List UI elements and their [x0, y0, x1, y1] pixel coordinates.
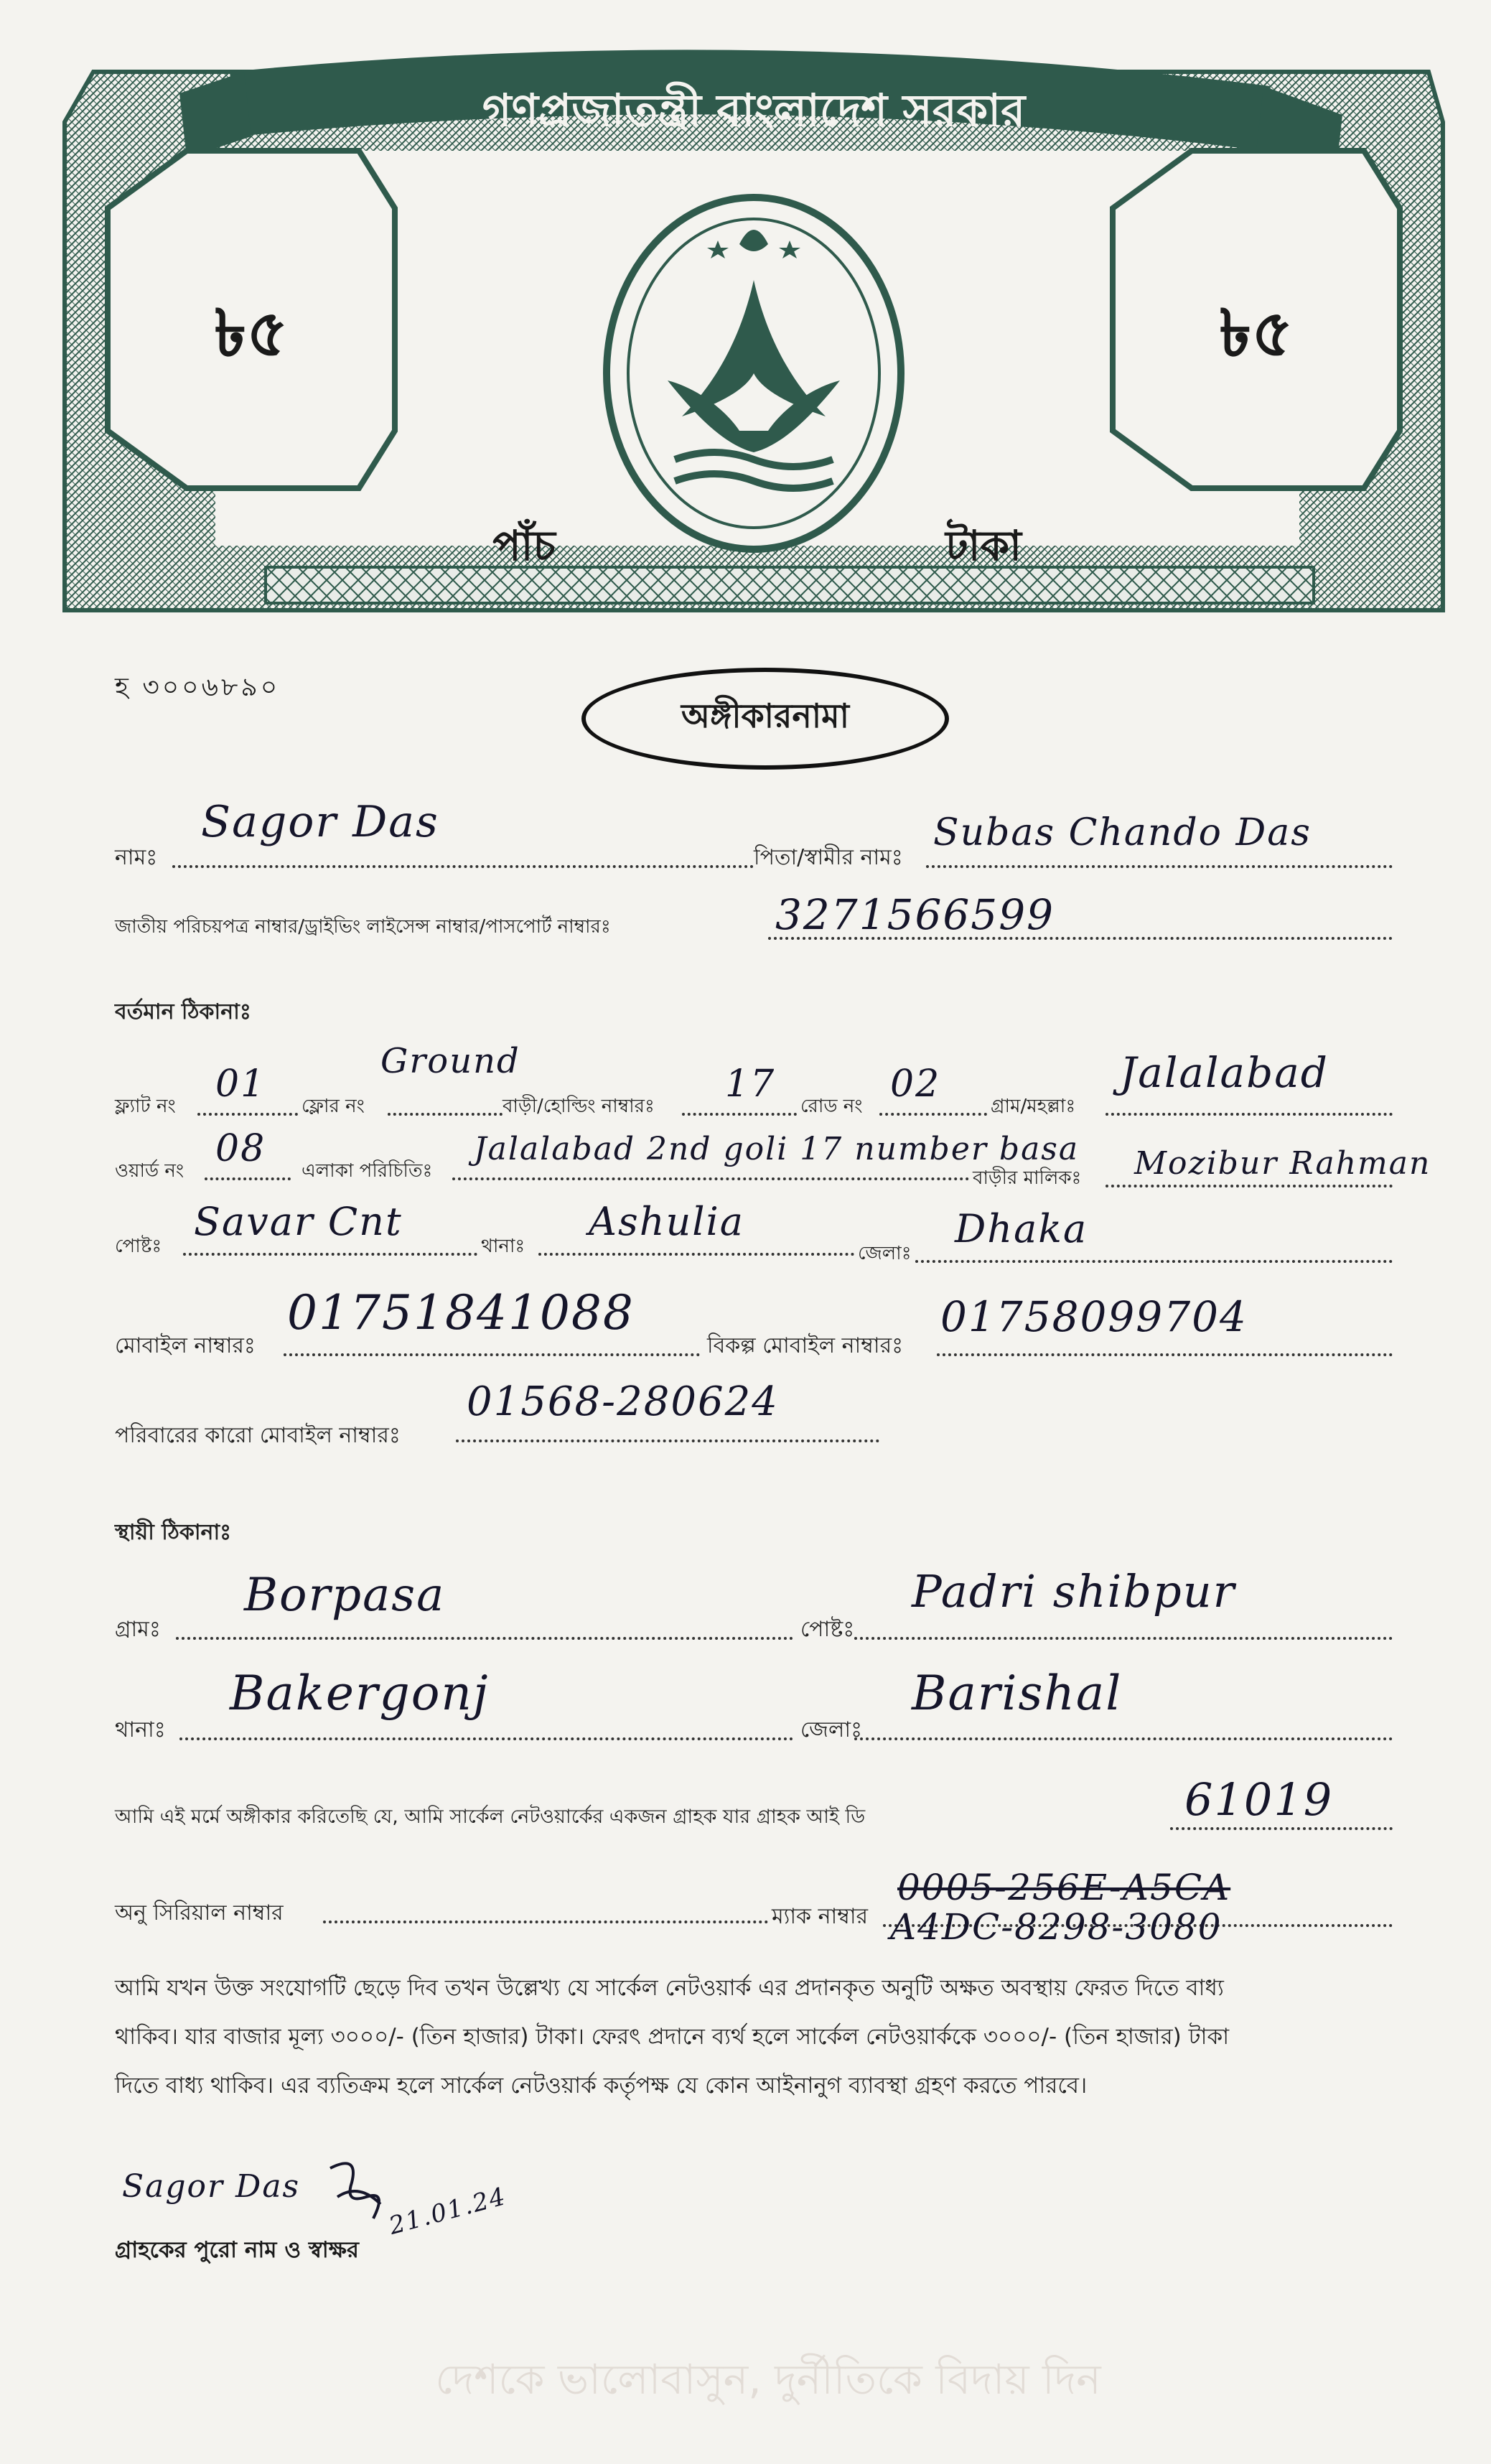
present-address-label: বর্তমান ঠিকানাঃ — [115, 999, 251, 1025]
road-value: 02 — [890, 1063, 941, 1106]
name-label: নামঃ — [115, 845, 158, 870]
perm-village-line — [176, 1637, 793, 1640]
flat-line — [197, 1113, 298, 1116]
ward-label: ওয়ার্ড নং — [115, 1160, 184, 1182]
area-line — [452, 1177, 969, 1180]
terms-line-1: আমি যখন উক্ত সংযোগটি ছেড়ে দিব তখন উল্লেখ্য যে সার্কেল নেটওয়ার্ক এর প্রদানকৃত অনুটি অক্ষত অবস্থায় ফেরত দিতে বাধ্য — [115, 1975, 1224, 2001]
area-value: Jalalabad 2nd goli 17 number basa — [474, 1131, 1080, 1167]
road-line — [879, 1113, 987, 1116]
flat-value: 01 — [215, 1063, 266, 1106]
owner-value: Mozibur Rahman — [1134, 1145, 1431, 1182]
post-label: পোষ্টঃ — [115, 1236, 162, 1257]
post-line — [183, 1253, 477, 1256]
perm-village-label: গ্রামঃ — [115, 1617, 161, 1642]
perm-post-label: পোষ্টঃ — [800, 1617, 855, 1642]
family-mobile-value: 01568-280624 — [467, 1378, 779, 1425]
flat-label: ফ্ল্যাট নং — [115, 1096, 176, 1117]
father-line — [926, 865, 1393, 868]
district-line — [915, 1260, 1393, 1263]
floor-value: Ground — [380, 1041, 520, 1081]
perm-post-line — [854, 1637, 1393, 1640]
house-line — [682, 1113, 797, 1116]
ward-value: 08 — [215, 1127, 266, 1170]
family-mobile-label: পরিবারের কারো মোবাইল নাম্বারঃ — [115, 1423, 401, 1448]
perm-thana-value: Bakergonj — [230, 1666, 490, 1721]
thana-line — [538, 1253, 854, 1256]
customer-id-value: 61019 — [1184, 1773, 1334, 1826]
signature-name: Sagor Das — [122, 2168, 301, 2205]
serial-number: হ ৩০০৬৮৯০ — [115, 673, 281, 702]
terms-line-2: থাকিব। যার বাজার মূল্য ৩০০০/- (তিন হাজার) টাকা। ফেরৎ প্রদানে ব্যর্থ হলে সার্কেল নেটওয়ার্ককে ৩০০০/- (তিন হাজার) টাকা — [115, 2024, 1230, 2050]
permanent-address-label: স্থায়ী ঠিকানাঃ — [115, 1520, 232, 1545]
district-label: জেলাঃ — [858, 1243, 912, 1264]
family-mobile-line — [456, 1439, 879, 1442]
terms-line-3: দিতে বাধ্য থাকিব। এর ব্যতিক্রম হলে সার্কেল নেটওয়ার্ক কর্তৃপক্ষ যে কোন আইনানুগ ব্যাবস্থা গ্রহণ করতে পারবে। — [115, 2073, 1088, 2099]
perm-village-value: Borpasa — [244, 1569, 446, 1622]
road-label: রোড নং — [800, 1096, 863, 1117]
owner-label: বাড়ীর মালিকঃ — [973, 1167, 1082, 1189]
stamp-header — [50, 43, 1457, 617]
floor-line — [388, 1113, 503, 1116]
declaration-label: আমি এই মর্মে অঙ্গীকার করিতেছি যে, আমি সার্কেল নেটওয়ার্কের একজন গ্রাহক যার গ্রাহক আই ডি — [115, 1806, 866, 1828]
mac-value: A4DC-8298-3080 — [890, 1906, 1223, 1948]
perm-thana-label: থানাঃ — [115, 1717, 166, 1742]
value-right: ৳৫ — [1219, 296, 1294, 371]
terms-paragraph — [115, 1964, 1400, 2110]
perm-district-line — [854, 1737, 1393, 1740]
alt-mobile-value: 01758099704 — [940, 1292, 1248, 1341]
area-label: এলাকা পরিচিতিঃ — [302, 1160, 433, 1182]
owner-line — [1106, 1185, 1393, 1187]
thana-value: Ashulia — [589, 1199, 745, 1244]
value-left: ৳৫ — [214, 296, 289, 371]
alt-mobile-label: বিকল্প মোবাইল নাম্বারঃ — [707, 1333, 904, 1358]
mobile-label: মোবাইল নাম্বারঃ — [115, 1333, 256, 1358]
district-value: Dhaka — [955, 1206, 1088, 1251]
nid-value: 3271566599 — [775, 890, 1055, 939]
denomination-word: পাঁচ — [492, 521, 556, 570]
village-label: গ্রাম/মহল্লাঃ — [991, 1096, 1076, 1117]
post-value: Savar Cnt — [194, 1199, 403, 1244]
stamp-bottom-border — [266, 567, 1314, 603]
alt-mobile-line — [937, 1353, 1393, 1356]
onu-serial-label: অনু সিরিয়াল নাম্বার — [115, 1900, 284, 1926]
mobile-line — [284, 1353, 700, 1356]
customer-id-line — [1170, 1827, 1393, 1830]
footer-slogan: দেশকে ভালোবাসুন, দুর্নীতিকে বিদায় দিন — [435, 2355, 1101, 2404]
currency-word: টাকা — [945, 521, 1022, 570]
onu-serial-line — [323, 1921, 768, 1923]
perm-post-value: Padri shibpur — [912, 1565, 1236, 1618]
father-value: Subas Chando Das — [933, 811, 1312, 854]
ward-line — [205, 1177, 291, 1180]
name-value: Sagor Das — [201, 797, 439, 847]
perm-district-label: জেলাঃ — [800, 1717, 863, 1742]
stamp-header-text: গণপ্রজাতন্ত্রী বাংলাদেশ সরকার — [482, 84, 1026, 136]
house-value: 17 — [725, 1063, 776, 1106]
perm-district-value: Barishal — [912, 1666, 1123, 1721]
father-label: পিতা/স্বামীর নামঃ — [754, 845, 903, 870]
signature-date: 21.01.24 — [385, 2182, 510, 2241]
signature-label: গ্রাহকের পুরো নাম ও স্বাক্ষর — [115, 2237, 359, 2263]
house-label: বাড়ী/হোল্ডিং নাম্বারঃ — [503, 1096, 655, 1117]
document-title — [581, 668, 949, 770]
national-emblem-icon — [607, 197, 901, 549]
document-title-text: অঙ্গীকারনামা — [681, 696, 849, 735]
mobile-value: 01751841088 — [287, 1285, 635, 1340]
thana-label: থানাঃ — [481, 1236, 525, 1257]
mac-label: ম্যাক নাম্বার — [772, 1904, 869, 1929]
village-value: Jalalabad — [1120, 1048, 1329, 1097]
floor-label: ফ্লোর নং — [302, 1096, 365, 1117]
mac-value-struck: 0005-256E-A5CA — [897, 1867, 1231, 1908]
nid-label: জাতীয় পরিচয়পত্র নাম্বার/ড্রাইভিং লাইসেন্স নাম্বার/পাসপোর্ট নাম্বারঃ — [115, 916, 611, 938]
name-line — [172, 865, 754, 868]
perm-thana-line — [179, 1737, 793, 1740]
village-line — [1106, 1113, 1393, 1116]
